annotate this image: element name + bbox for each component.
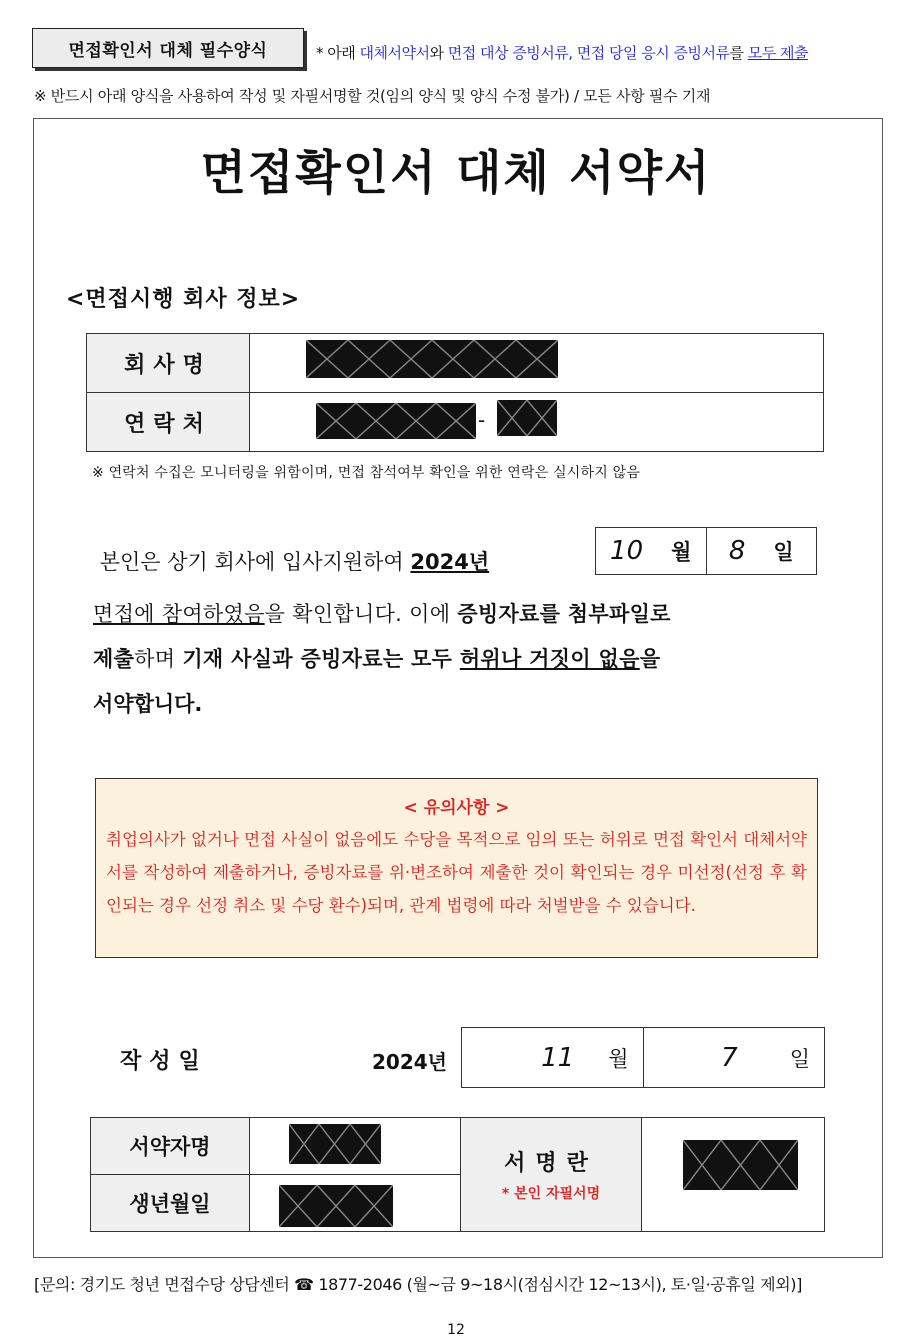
required-form-tag-label: 면접확인서 대체 필수양식: [68, 40, 268, 61]
caution-title: < 유의사항 >: [403, 798, 510, 818]
interview-day-cell[interactable]: 8 일: [706, 528, 817, 574]
signature-label: 서명란: [504, 1151, 598, 1176]
signer-name-label: 서약자명: [91, 1118, 250, 1175]
page-title: 면접확인서 대체 서약서: [200, 146, 712, 201]
written-month-value: 11: [541, 1042, 575, 1073]
written-day-value: 7: [721, 1042, 738, 1073]
birth-date-label: 생년월일: [91, 1175, 250, 1232]
interview-day-value: 8: [728, 536, 746, 566]
redaction-contact-part2: [497, 400, 557, 436]
caution-body: 취업의사가 없거나 면접 사실이 없음에도 수당을 목적으로 임의 또는 허위로 면접 확인서 대체서약서를 작성하여 제출하거나, 증빙자료를 위·변조하여 제출한 것이 확인되는 경우 미선정(선정 후 확인되는 경우 선정 취소 및 수당 환수)되며, 관계 법령에 따라 처벌받을 수 있습니다.: [106, 830, 807, 915]
redaction-contact-part1: [316, 403, 476, 439]
inquiry-footer: [문의: 경기도 청년 면접수당 상담센터 ☎ 1877-2046 (월~금 9~18시(점심시간 12~13시), 토·일·공휴일 제외)]: [34, 1275, 802, 1294]
signature-label-cell: [461, 1118, 642, 1232]
written-date-label: 작성일: [120, 1049, 208, 1074]
page-number: 12: [447, 1322, 465, 1338]
declaration-line-4: 서약합니다.: [93, 692, 203, 716]
instruction-line: ※ 반드시 아래 양식을 사용하여 작성 및 자필서명할 것(임의 양식 및 양식 수정 불가) / 모든 사항 필수 기재: [34, 87, 711, 105]
written-date-box: [461, 1027, 825, 1088]
required-form-tag: [32, 28, 304, 68]
redaction-signature: [683, 1140, 798, 1190]
interview-date-box: [595, 527, 817, 575]
contact-label: 연락처: [87, 393, 250, 452]
written-day-cell[interactable]: 7 일: [643, 1028, 825, 1087]
declaration-line-2: 면접에 참여하였음을 확인합니다. 이에 증빙자료를 첨부파일로: [93, 602, 671, 626]
signature-note: * 본인 자필서명: [501, 1186, 601, 1202]
interview-month-value: 10: [610, 536, 644, 566]
contact-dash: -: [478, 408, 486, 432]
company-name-label: 회사명: [87, 334, 250, 393]
written-month-cell[interactable]: 11 월: [541, 1042, 629, 1073]
interview-year: 2024년: [410, 550, 490, 574]
caution-notice: [95, 778, 818, 958]
contact-note: ※ 연락처 수집은 모니터링을 위함이며, 면접 참석여부 확인을 위한 연락은 실시하지 않음: [92, 465, 641, 481]
submission-note: * 아래 대체서약서와 면접 대상 증빙서류, 면접 당일 응시 증빙서류를 모두 제출: [316, 44, 808, 62]
written-year: 2024년: [372, 1050, 447, 1074]
interview-month-cell[interactable]: 10 월: [610, 536, 692, 566]
redaction-signer-name: [289, 1124, 381, 1164]
company-section-heading: <면접시행 회사 정보>: [66, 287, 301, 312]
redaction-company-name: [306, 340, 558, 378]
declaration-line-3: 제출하며 기재 사실과 증빙자료는 모두 허위나 거짓이 없음을: [93, 647, 661, 671]
redaction-birth-date: [279, 1185, 393, 1227]
declaration-line-1: 본인은 상기 회사에 입사지원하여 2024년: [99, 550, 490, 574]
